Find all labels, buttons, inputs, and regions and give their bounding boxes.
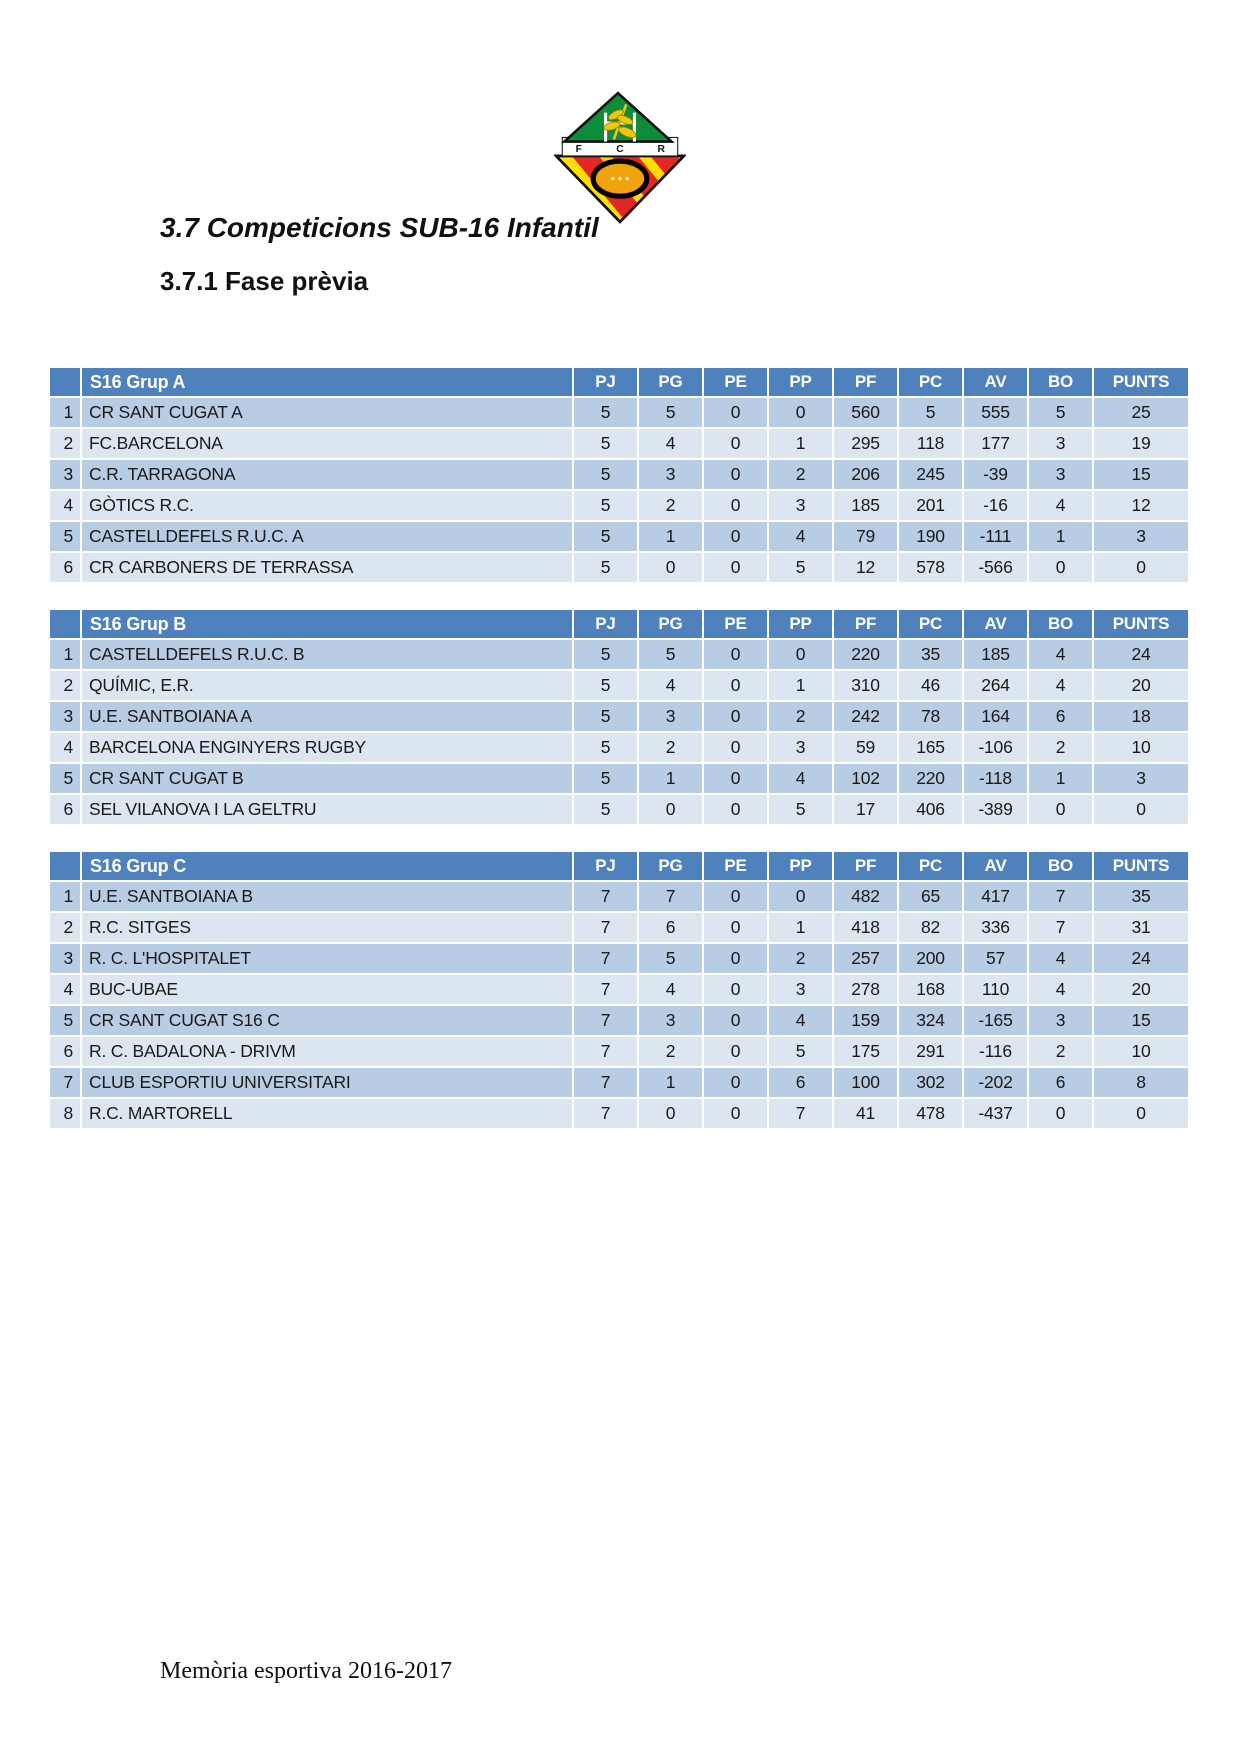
stat-pp: 2 (769, 944, 832, 973)
stat-pg: 2 (639, 1037, 702, 1066)
stat-pg: 3 (639, 1006, 702, 1035)
stat-av: -389 (964, 795, 1027, 824)
stat-pg: 3 (639, 460, 702, 489)
table-title-s16-grup-b: S16 Grup B (82, 610, 572, 638)
stat-bo: 3 (1029, 429, 1092, 458)
stat-pf: 59 (834, 733, 897, 762)
team-name: BUC-UBAE (82, 975, 572, 1004)
stat-punts: 10 (1094, 1037, 1188, 1066)
logo-letter-f: F (575, 143, 582, 155)
stat-bo: 2 (1029, 733, 1092, 762)
subsection-title: 3.7.1 Fase prèvia (160, 266, 369, 296)
row-position: 7 (50, 1068, 80, 1097)
stat-pj: 5 (574, 522, 637, 551)
stat-av: -437 (964, 1099, 1027, 1128)
stat-bo: 7 (1029, 882, 1092, 911)
table-row (50, 640, 1188, 669)
stat-pp: 6 (769, 1068, 832, 1097)
column-header-pp: PP (769, 368, 832, 396)
team-name: CASTELLDEFELS R.U.C. A (82, 522, 572, 551)
standings-tables (48, 366, 1190, 1154)
stat-pg: 5 (639, 944, 702, 973)
row-position: 1 (50, 640, 80, 669)
stat-pc: 201 (899, 491, 962, 520)
stat-punts: 0 (1094, 553, 1188, 582)
row-position: 4 (50, 975, 80, 1004)
column-header-pg: PG (639, 610, 702, 638)
column-header-pc: PC (899, 852, 962, 880)
stat-pf: 206 (834, 460, 897, 489)
fcr-logo-graphic (554, 90, 686, 224)
stat-pe: 0 (704, 733, 767, 762)
row-position: 4 (50, 491, 80, 520)
stat-av: 57 (964, 944, 1027, 973)
stat-pp: 3 (769, 975, 832, 1004)
stat-punts: 0 (1094, 1099, 1188, 1128)
stat-bo: 0 (1029, 1099, 1092, 1128)
stat-punts: 0 (1094, 795, 1188, 824)
stat-pf: 560 (834, 398, 897, 427)
stat-pf: 17 (834, 795, 897, 824)
stat-punts: 31 (1094, 913, 1188, 942)
column-header-bo: BO (1029, 852, 1092, 880)
stat-pp: 5 (769, 795, 832, 824)
stat-bo: 4 (1029, 944, 1092, 973)
column-header-pf: PF (834, 852, 897, 880)
stat-pp: 5 (769, 553, 832, 582)
stat-pg: 5 (639, 640, 702, 669)
stat-punts: 3 (1094, 764, 1188, 793)
stat-pe: 0 (704, 460, 767, 489)
row-position: 5 (50, 522, 80, 551)
stat-pc: 35 (899, 640, 962, 669)
stat-pc: 220 (899, 764, 962, 793)
stat-pj: 5 (574, 795, 637, 824)
stat-pe: 0 (704, 975, 767, 1004)
stat-bo: 6 (1029, 1068, 1092, 1097)
stat-pj: 5 (574, 733, 637, 762)
stat-pf: 310 (834, 671, 897, 700)
column-header-pe: PE (704, 610, 767, 638)
stat-pc: 200 (899, 944, 962, 973)
stat-pc: 78 (899, 702, 962, 731)
stat-pp: 1 (769, 671, 832, 700)
ball-laces (611, 177, 629, 180)
column-header-punts: PUNTS (1094, 368, 1188, 396)
corner-cell (50, 368, 80, 396)
stat-pp: 5 (769, 1037, 832, 1066)
stat-pf: 79 (834, 522, 897, 551)
team-name: CR SANT CUGAT S16 C (82, 1006, 572, 1035)
stat-pc: 168 (899, 975, 962, 1004)
stat-pc: 190 (899, 522, 962, 551)
column-header-punts: PUNTS (1094, 610, 1188, 638)
stat-pg: 0 (639, 553, 702, 582)
stat-pc: 5 (899, 398, 962, 427)
column-header-punts: PUNTS (1094, 852, 1188, 880)
stat-av: -39 (964, 460, 1027, 489)
stat-pp: 4 (769, 1006, 832, 1035)
row-position: 3 (50, 460, 80, 489)
row-position: 6 (50, 795, 80, 824)
stat-av: 555 (964, 398, 1027, 427)
column-header-pc: PC (899, 368, 962, 396)
stat-pf: 295 (834, 429, 897, 458)
team-name: C.R. TARRAGONA (82, 460, 572, 489)
stat-pj: 5 (574, 460, 637, 489)
stat-bo: 6 (1029, 702, 1092, 731)
team-name: CR SANT CUGAT A (82, 398, 572, 427)
stat-pc: 291 (899, 1037, 962, 1066)
stat-pf: 257 (834, 944, 897, 973)
stat-av: 336 (964, 913, 1027, 942)
row-position: 3 (50, 702, 80, 731)
table-row (50, 913, 1188, 942)
stat-pg: 0 (639, 795, 702, 824)
stat-pe: 0 (704, 913, 767, 942)
stat-punts: 20 (1094, 975, 1188, 1004)
table-row (50, 975, 1188, 1004)
stat-av: -202 (964, 1068, 1027, 1097)
page-footer: Memòria esportiva 2016-2017 (160, 1658, 452, 1684)
row-position: 1 (50, 398, 80, 427)
stat-pg: 1 (639, 522, 702, 551)
row-position: 8 (50, 1099, 80, 1128)
stat-pg: 0 (639, 1099, 702, 1128)
stat-pj: 5 (574, 702, 637, 731)
table-title-s16-grup-c: S16 Grup C (82, 852, 572, 880)
stat-pf: 12 (834, 553, 897, 582)
row-position: 3 (50, 944, 80, 973)
standings-table-s16-grup-a (48, 366, 1190, 584)
table-row (50, 1006, 1188, 1035)
stat-pj: 5 (574, 398, 637, 427)
stat-pj: 7 (574, 882, 637, 911)
column-header-av: AV (964, 610, 1027, 638)
stat-pp: 2 (769, 460, 832, 489)
row-position: 2 (50, 429, 80, 458)
team-name: CR SANT CUGAT B (82, 764, 572, 793)
stat-pg: 3 (639, 702, 702, 731)
stat-bo: 4 (1029, 640, 1092, 669)
stat-pe: 0 (704, 702, 767, 731)
stat-pg: 4 (639, 975, 702, 1004)
stat-av: -165 (964, 1006, 1027, 1035)
stat-punts: 10 (1094, 733, 1188, 762)
table-row (50, 522, 1188, 551)
stat-pe: 0 (704, 795, 767, 824)
table-row (50, 460, 1188, 489)
stat-av: 264 (964, 671, 1027, 700)
stat-punts: 24 (1094, 944, 1188, 973)
table-row (50, 491, 1188, 520)
stat-pg: 4 (639, 671, 702, 700)
stat-pj: 5 (574, 491, 637, 520)
stat-bo: 2 (1029, 1037, 1092, 1066)
stat-pj: 7 (574, 913, 637, 942)
column-header-pj: PJ (574, 852, 637, 880)
stat-pe: 0 (704, 1068, 767, 1097)
stat-pj: 7 (574, 1099, 637, 1128)
stat-punts: 8 (1094, 1068, 1188, 1097)
team-name: R. C. BADALONA - DRIVM (82, 1037, 572, 1066)
table-row (50, 795, 1188, 824)
stat-pc: 324 (899, 1006, 962, 1035)
stat-pj: 5 (574, 640, 637, 669)
stat-punts: 25 (1094, 398, 1188, 427)
stat-av: -111 (964, 522, 1027, 551)
stat-pf: 102 (834, 764, 897, 793)
stat-av: -566 (964, 553, 1027, 582)
stat-punts: 12 (1094, 491, 1188, 520)
stat-av: 177 (964, 429, 1027, 458)
stat-pg: 1 (639, 764, 702, 793)
row-position: 5 (50, 1006, 80, 1035)
table-row (50, 733, 1188, 762)
column-header-av: AV (964, 368, 1027, 396)
table-row (50, 882, 1188, 911)
table-row (50, 429, 1188, 458)
stat-pc: 406 (899, 795, 962, 824)
stat-pf: 220 (834, 640, 897, 669)
stat-pg: 1 (639, 1068, 702, 1097)
stat-av: -116 (964, 1037, 1027, 1066)
stat-pc: 82 (899, 913, 962, 942)
header-row (50, 852, 1188, 880)
stat-pf: 278 (834, 975, 897, 1004)
column-header-bo: BO (1029, 610, 1092, 638)
stat-pf: 159 (834, 1006, 897, 1035)
fcr-logo (554, 90, 686, 224)
stat-pe: 0 (704, 491, 767, 520)
stat-pe: 0 (704, 1006, 767, 1035)
stat-pp: 3 (769, 491, 832, 520)
stat-bo: 3 (1029, 1006, 1092, 1035)
stat-pc: 65 (899, 882, 962, 911)
row-position: 1 (50, 882, 80, 911)
team-name: GÒTICS R.C. (82, 491, 572, 520)
stat-pe: 0 (704, 553, 767, 582)
standings-table-s16-grup-c (48, 850, 1190, 1130)
stat-pg: 7 (639, 882, 702, 911)
stat-bo: 1 (1029, 522, 1092, 551)
stat-pj: 7 (574, 975, 637, 1004)
stat-pg: 5 (639, 398, 702, 427)
stat-pp: 0 (769, 882, 832, 911)
stat-pc: 165 (899, 733, 962, 762)
stat-av: 164 (964, 702, 1027, 731)
stat-punts: 19 (1094, 429, 1188, 458)
stat-pe: 0 (704, 671, 767, 700)
column-header-pj: PJ (574, 368, 637, 396)
stat-pe: 0 (704, 1037, 767, 1066)
logo-letter-r: R (657, 143, 665, 155)
team-name: QUÍMIC, E.R. (82, 671, 572, 700)
team-name: CASTELLDEFELS R.U.C. B (82, 640, 572, 669)
row-position: 6 (50, 1037, 80, 1066)
stat-pe: 0 (704, 764, 767, 793)
stat-pf: 175 (834, 1037, 897, 1066)
stat-pe: 0 (704, 640, 767, 669)
stat-punts: 3 (1094, 522, 1188, 551)
stat-pp: 4 (769, 764, 832, 793)
stat-pe: 0 (704, 398, 767, 427)
stat-av: 417 (964, 882, 1027, 911)
team-name: U.E. SANTBOIANA B (82, 882, 572, 911)
table-row (50, 398, 1188, 427)
column-header-pe: PE (704, 852, 767, 880)
stat-pj: 7 (574, 1006, 637, 1035)
corner-cell (50, 852, 80, 880)
column-header-pe: PE (704, 368, 767, 396)
row-position: 4 (50, 733, 80, 762)
team-name: U.E. SANTBOIANA A (82, 702, 572, 731)
table-row (50, 944, 1188, 973)
stat-pe: 0 (704, 1099, 767, 1128)
row-position: 5 (50, 764, 80, 793)
column-header-av: AV (964, 852, 1027, 880)
stat-bo: 0 (1029, 553, 1092, 582)
stat-bo: 0 (1029, 795, 1092, 824)
stat-bo: 4 (1029, 491, 1092, 520)
stat-pp: 3 (769, 733, 832, 762)
stat-pe: 0 (704, 882, 767, 911)
column-header-bo: BO (1029, 368, 1092, 396)
stat-pe: 0 (704, 522, 767, 551)
stat-bo: 3 (1029, 460, 1092, 489)
stat-pj: 7 (574, 1068, 637, 1097)
stat-pp: 2 (769, 702, 832, 731)
stat-pf: 185 (834, 491, 897, 520)
stat-pj: 5 (574, 671, 637, 700)
stat-pc: 578 (899, 553, 962, 582)
stat-av: -118 (964, 764, 1027, 793)
stat-pg: 4 (639, 429, 702, 458)
stat-pp: 1 (769, 913, 832, 942)
stat-bo: 5 (1029, 398, 1092, 427)
stat-bo: 4 (1029, 671, 1092, 700)
stat-punts: 15 (1094, 460, 1188, 489)
stat-pp: 0 (769, 640, 832, 669)
standings-table-s16-grup-b (48, 608, 1190, 826)
stat-bo: 4 (1029, 975, 1092, 1004)
table-row (50, 1068, 1188, 1097)
stat-pc: 478 (899, 1099, 962, 1128)
stat-av: -16 (964, 491, 1027, 520)
column-header-pf: PF (834, 368, 897, 396)
stat-pf: 482 (834, 882, 897, 911)
team-name: R.C. SITGES (82, 913, 572, 942)
column-header-pg: PG (639, 852, 702, 880)
stat-pg: 2 (639, 491, 702, 520)
stat-punts: 15 (1094, 1006, 1188, 1035)
table-title-s16-grup-a: S16 Grup A (82, 368, 572, 396)
stat-punts: 35 (1094, 882, 1188, 911)
stat-av: 185 (964, 640, 1027, 669)
column-header-pf: PF (834, 610, 897, 638)
table-row (50, 671, 1188, 700)
team-name: CR CARBONERS DE TERRASSA (82, 553, 572, 582)
stat-pg: 6 (639, 913, 702, 942)
stat-pj: 7 (574, 1037, 637, 1066)
stat-av: -106 (964, 733, 1027, 762)
stat-pj: 5 (574, 764, 637, 793)
column-header-pp: PP (769, 610, 832, 638)
table-row (50, 702, 1188, 731)
stat-pf: 418 (834, 913, 897, 942)
column-header-pp: PP (769, 852, 832, 880)
row-position: 2 (50, 671, 80, 700)
stat-pj: 5 (574, 553, 637, 582)
corner-cell (50, 610, 80, 638)
stat-pe: 0 (704, 944, 767, 973)
table-row (50, 1037, 1188, 1066)
row-position: 6 (50, 553, 80, 582)
team-name: R.C. MARTORELL (82, 1099, 572, 1128)
header-row (50, 368, 1188, 396)
header-row (50, 610, 1188, 638)
stat-pf: 41 (834, 1099, 897, 1128)
table-row (50, 1099, 1188, 1128)
table-row (50, 764, 1188, 793)
stat-pc: 302 (899, 1068, 962, 1097)
stat-punts: 18 (1094, 702, 1188, 731)
team-name: SEL VILANOVA I LA GELTRU (82, 795, 572, 824)
stat-pj: 7 (574, 944, 637, 973)
column-header-pg: PG (639, 368, 702, 396)
team-name: CLUB ESPORTIU UNIVERSITARI (82, 1068, 572, 1097)
section-title: 3.7 Competicions SUB-16 Infantil (160, 212, 599, 243)
stat-pg: 2 (639, 733, 702, 762)
column-header-pc: PC (899, 610, 962, 638)
stat-pj: 5 (574, 429, 637, 458)
stat-av: 110 (964, 975, 1027, 1004)
stat-pp: 1 (769, 429, 832, 458)
stat-pc: 118 (899, 429, 962, 458)
stat-pe: 0 (704, 429, 767, 458)
stat-bo: 1 (1029, 764, 1092, 793)
column-header-pj: PJ (574, 610, 637, 638)
stat-pf: 242 (834, 702, 897, 731)
team-name: BARCELONA ENGINYERS RUGBY (82, 733, 572, 762)
stat-pp: 7 (769, 1099, 832, 1128)
team-name: R. C. L'HOSPITALET (82, 944, 572, 973)
stat-pc: 245 (899, 460, 962, 489)
team-name: FC.BARCELONA (82, 429, 572, 458)
stat-pc: 46 (899, 671, 962, 700)
stat-pf: 100 (834, 1068, 897, 1097)
row-position: 2 (50, 913, 80, 942)
table-row (50, 553, 1188, 582)
stat-bo: 7 (1029, 913, 1092, 942)
stat-pp: 0 (769, 398, 832, 427)
stat-punts: 24 (1094, 640, 1188, 669)
stat-pp: 4 (769, 522, 832, 551)
stat-punts: 20 (1094, 671, 1188, 700)
logo-letter-c: C (616, 143, 624, 155)
